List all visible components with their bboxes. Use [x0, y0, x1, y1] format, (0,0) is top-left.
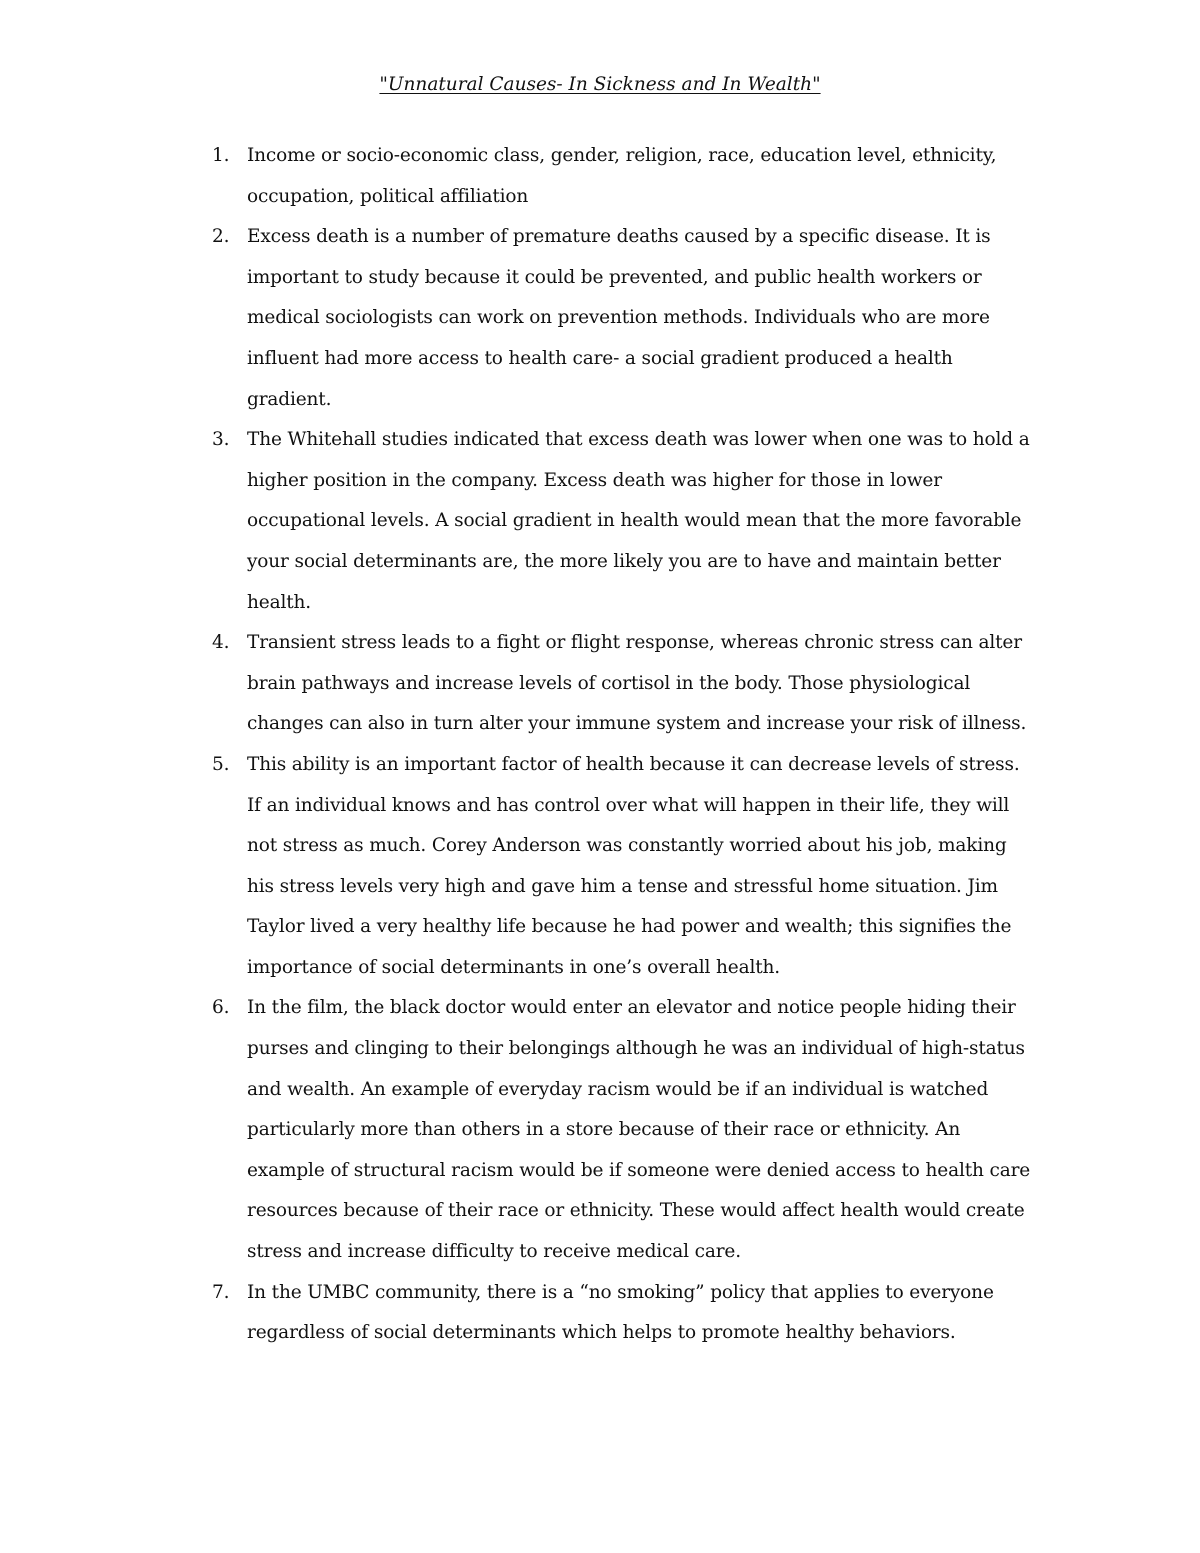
list-item-text: This ability is an important factor of health because it can decrease levels of stress. If an individual knows and has control over what will happen in their life, they will not stress as much. Corey Anderson was constantly worried about his job, making his stress levels very high and gave him a tense and stressful home situation. Jim Taylor lived a very healthy life because he had power and wealth; this signifies the importance of social determinants in one’s overall health. [247, 753, 1020, 978]
answer-list [0, 136, 1200, 1354]
list-item [0, 420, 1037, 623]
list-item-number: 7. [212, 1281, 230, 1303]
list-item-number: 3. [212, 429, 230, 451]
list-item [0, 988, 1037, 1272]
list-item-text: In the film, the black doctor would enter an elevator and notice people hiding their purses and clinging to their belongings although he was an individual of high-status and wealth. An example of everyday racism would be if an individual is watched particularly more than others in a store because of their race or ethnicity. An example of structural racism would be if someone were denied access to health care resources because of their race or ethnicity. These would affect health would create stress and increase difficulty to receive medical care. [247, 997, 1031, 1263]
list-item [0, 1273, 1037, 1354]
list-item-number: 4. [212, 632, 230, 654]
list-item-number: 2. [212, 226, 230, 248]
document-title: "Unnatural Causes- In Sickness and In Wealth" [379, 74, 821, 95]
list-item [0, 623, 1037, 745]
list-item [0, 217, 1037, 420]
list-item-text: Transient stress leads to a fight or flight response, whereas chronic stress can alter brain pathways and increase levels of cortisol in the body. Those physiological changes can also in turn alter your immune system and increase your risk of illness. [247, 632, 1027, 735]
list-item [0, 745, 1037, 989]
list-item-number: 5. [212, 753, 230, 775]
list-item [0, 136, 1037, 217]
list-item-number: 6. [212, 997, 230, 1019]
list-item-number: 1. [212, 145, 230, 166]
list-item-text: Excess death is a number of premature deaths caused by a specific disease. It is important to study because it could be prevented, and public health workers or medical sociologists can work on prevention methods. Individuals who are more influent had more access to health care- a social gradient produced a health gradient. [247, 226, 991, 410]
list-item-text: The Whitehall studies indicated that excess death was lower when one was to hold a higher position in the company. Excess death was higher for those in lower occupational levels. A social gradient in health would mean that the more favorable your social determinants are, the more likely you are to have and maintain better health. [247, 429, 1030, 613]
list-item-text: In the UMBC community, there is a “no smoking” policy that applies to everyone regardless of social determinants which helps to promote healthy behaviors. [247, 1281, 994, 1344]
list-item-text: Income or socio-economic class, gender, religion, race, education level, ethnicity, occupation, political affiliation [247, 145, 997, 207]
